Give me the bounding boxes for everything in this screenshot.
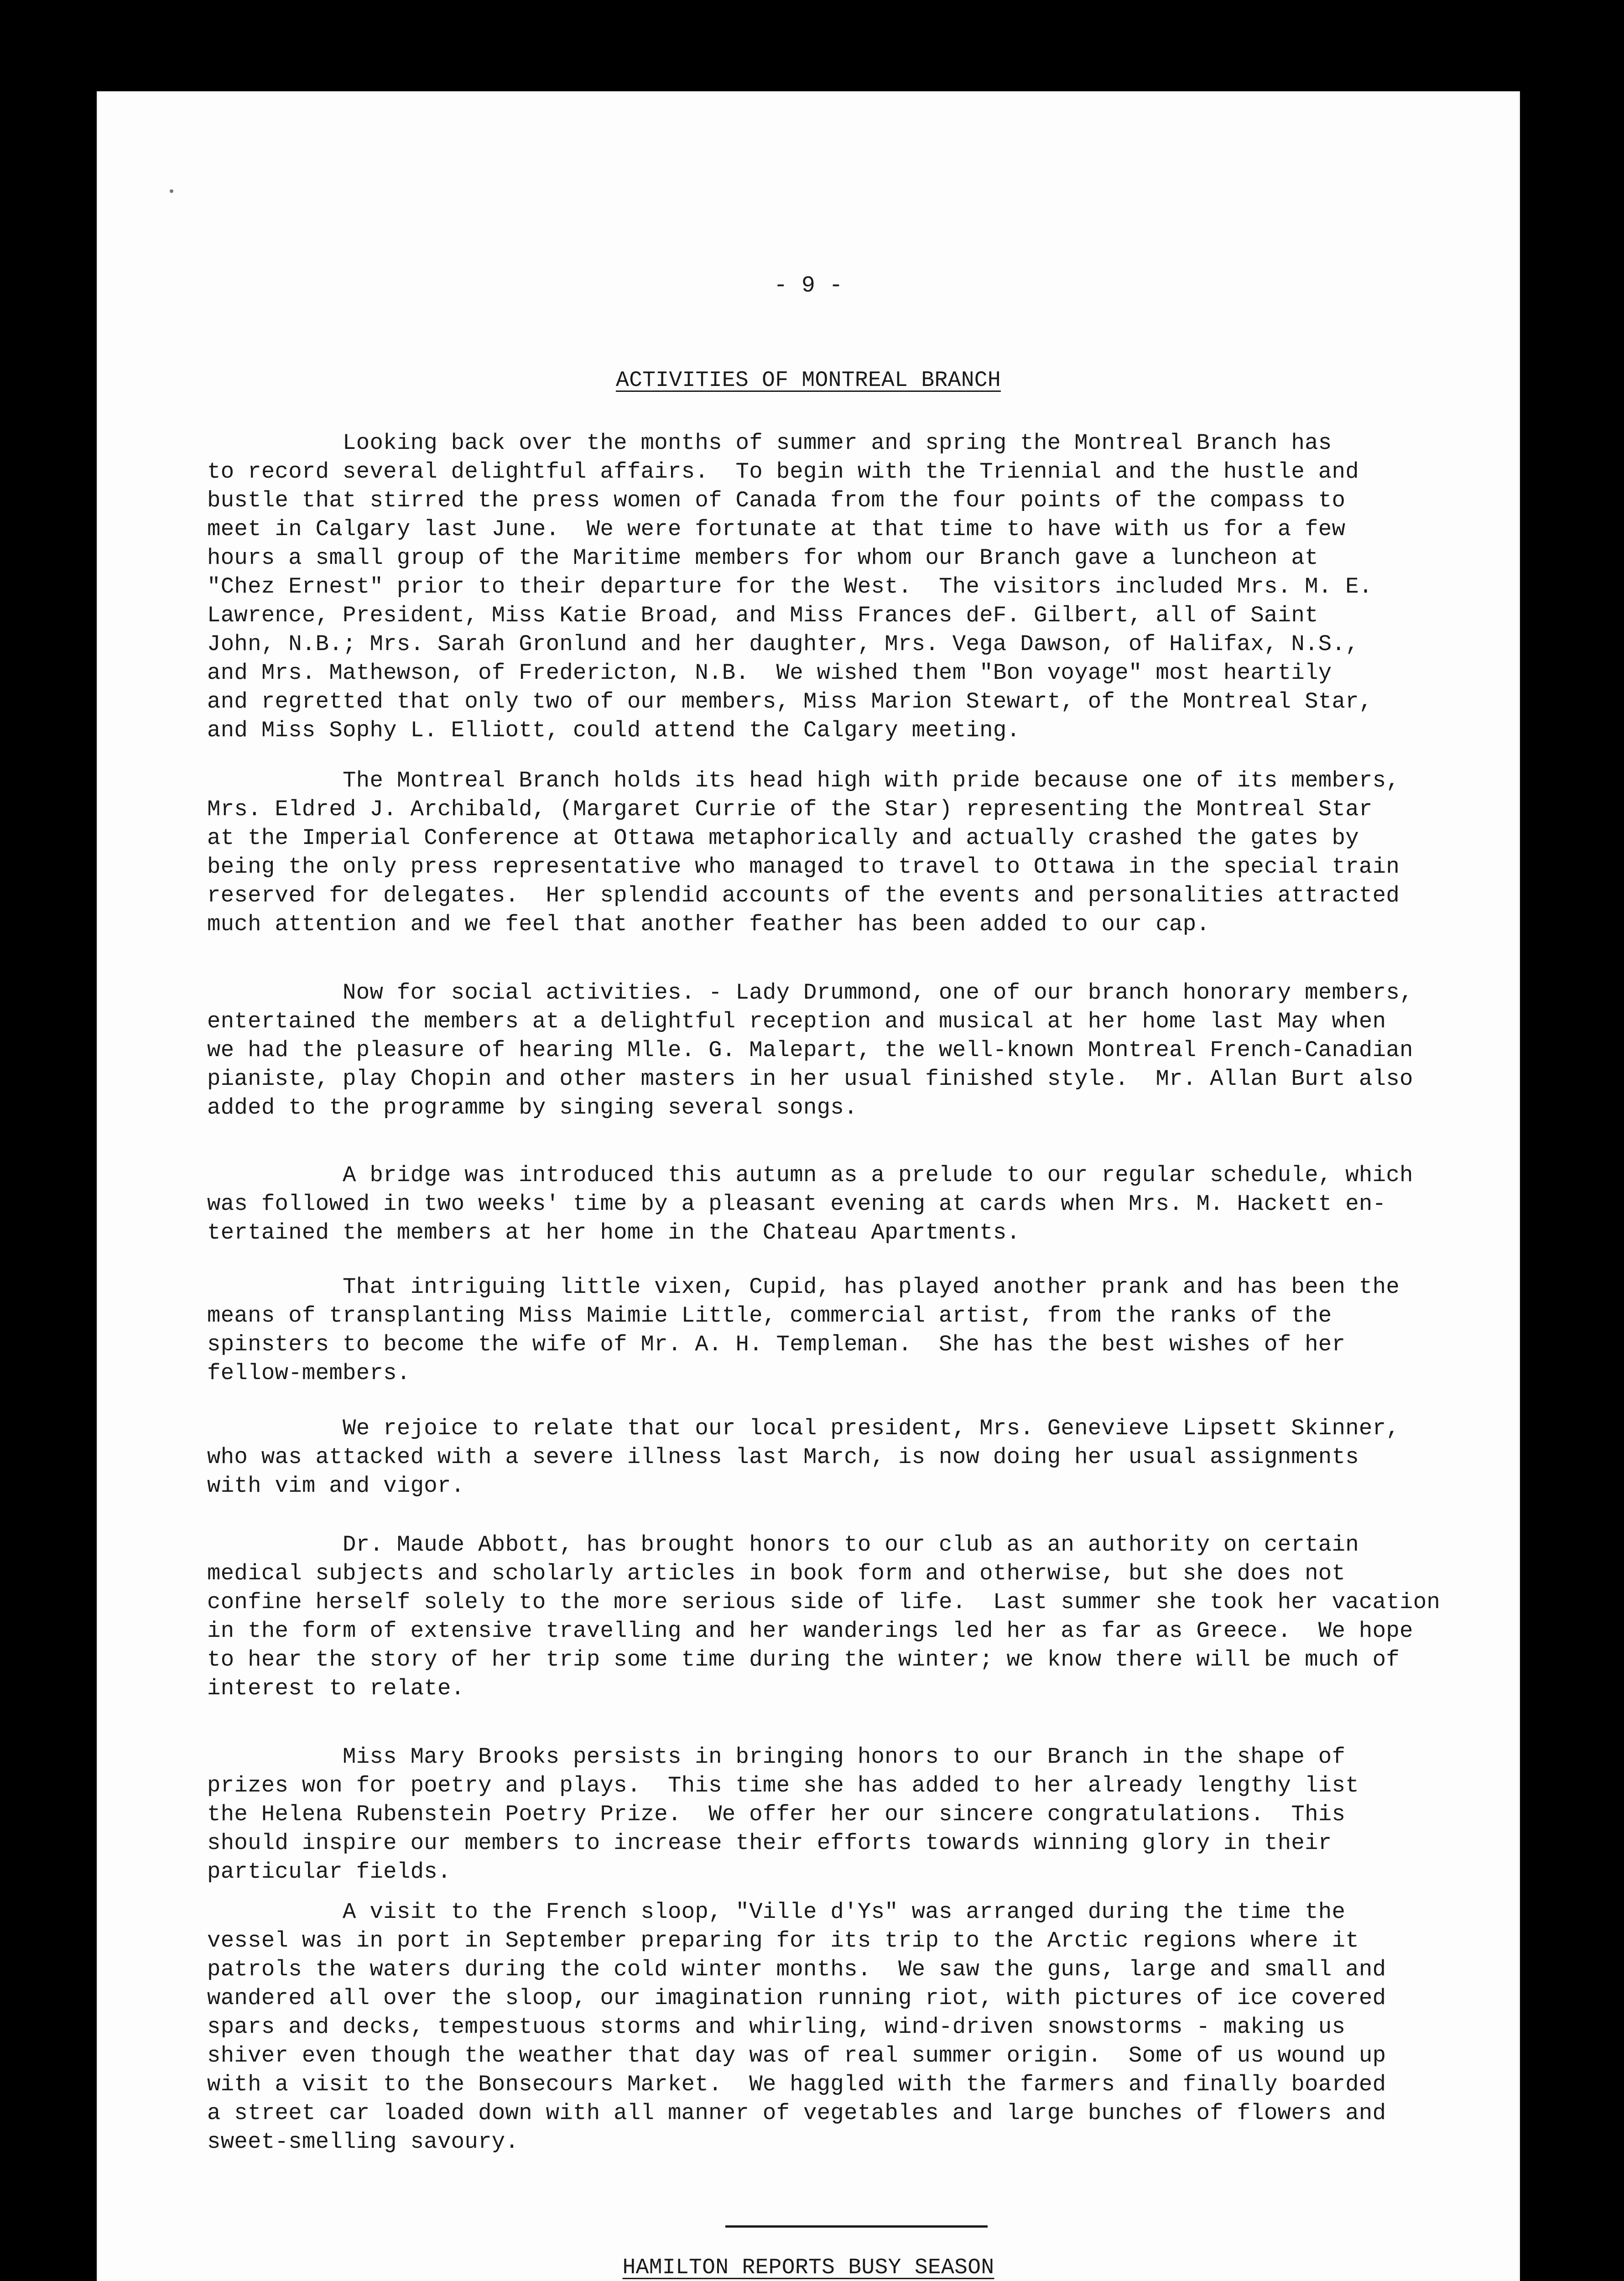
paragraph: We rejoice to relate that our local president, Mrs. Genevieve Lipsett Skinner, who was attacked with a severe illness last March, is now doing her usual assignments with vim and vigor. <box>207 1416 1400 1499</box>
section-heading-montreal <box>97 366 1520 395</box>
section-heading-hamilton <box>97 2254 1520 2281</box>
paragraph: A bridge was introduced this autumn as a prelude to our regular schedule, which was followed in two weeks' time by a pleasant evening at cards when Mrs. M. Hackett en- tertained the members at her home in the Chateau Apartments. <box>207 1162 1413 1245</box>
page-number: - 9 - <box>774 273 843 299</box>
paragraph: Now for social activities. - Lady Drummond, one of our branch honorary members, entertained the members at a delightful reception and musical at her home last May when we had the pleasure of hearing Mlle. G. Malepart, the well-known Montreal French-Canadian pianiste, play Chopin and other masters in her usual finished style. Mr. Allan Burt also added to the programme by singing several songs. <box>207 980 1413 1120</box>
paragraph: Looking back over the months of summer and spring the Montreal Branch has to record several delightful affairs. To begin with the Triennial and the hustle and bustle that stirred the press women of Canada from the four points of the compass to meet in Calgary last June. We were fortunate at that time to have with us for a few hours a small group of the Maritime members for whom our Branch gave a luncheon at "Chez Ernest" prior to their departure for the West. The visitors included Mrs. M. E. Lawrence, President, Miss Katie Broad, and Miss Frances deF. Gilbert, all of Saint John, N.B.; Mrs. Sarah Gronlund and her daughter, Mrs. Vega Dawson, of Halifax, N.S., and Mrs. Mathewson, of Fredericton, N.B. We wished them "Bon voyage" most heartily and regretted that only two of our members, Miss Marion Stewart, of the Montreal Star, and Miss Sophy L. Elliott, could attend the Calgary meeting. <box>207 430 1373 743</box>
section-title: ACTIVITIES OF MONTREAL BRANCH <box>615 368 1001 393</box>
section-divider <box>725 2225 988 2228</box>
paragraph: That intriguing little vixen, Cupid, has played another prank and has been the means of transplanting Miss Maimie Little, commercial artist, from the ranks of the spinsters to become the wife of Mr. A. H. Templeman. She has the best wishes of her fellow-members. <box>207 1274 1400 1386</box>
paragraph: Dr. Maude Abbott, has brought honors to our club as an authority on certain medical subjects and scholarly articles in book form and otherwise, but she does not confine herself solely to the more serious side of life. Last summer she took her vacation in the form of extensive travelling and her wanderings led her as far as Greece. We hope to hear the story of her trip some time during the winter; we know there will be much of interest to relate. <box>207 1532 1441 1701</box>
document-page <box>97 91 1520 2281</box>
document-text <box>97 91 1520 2281</box>
paragraph: A visit to the French sloop, "Ville d'Ys" was arranged during the time the vessel was in port in September preparing for its trip to the Arctic regions where it patrols the waters during the cold winter months. We saw the guns, large and small and wandered all over the sloop, our imagination running riot, with pictures of ice covered spars and decks, tempestuous storms and whirling, wind-driven snowstorms - making us shiver even though the weather that day was of real summer origin. Some of us wound up with a visit to the Bonsecours Market. We haggled with the farmers and finally boarded a street car loaded down with all manner of vegetables and large bunches of flowers and sweet-smelling savoury. <box>207 1899 1386 2155</box>
paragraph: The Montreal Branch holds its head high with pride because one of its members, Mrs. Eldred J. Archibald, (Margaret Currie of the Star) representing the Montreal Star at the Imperial Conference at Ottawa metaphorically and actually crashed the gates by being the only press representative who managed to travel to Ottawa in the special train reserved for delegates. Her splendid accounts of the events and personalities attracted much attention and we feel that another feather has been added to our cap. <box>207 768 1400 937</box>
paragraph: Miss Mary Brooks persists in bringing honors to our Branch in the shape of prizes won for poetry and plays. This time she has added to her already lengthy list the Helena Rubenstein Poetry Prize. We offer her our sincere congratulations. This should inspire our members to increase their efforts towards winning glory in their particular fields. <box>207 1744 1359 1885</box>
section-title: HAMILTON REPORTS BUSY SEASON <box>622 2255 994 2280</box>
